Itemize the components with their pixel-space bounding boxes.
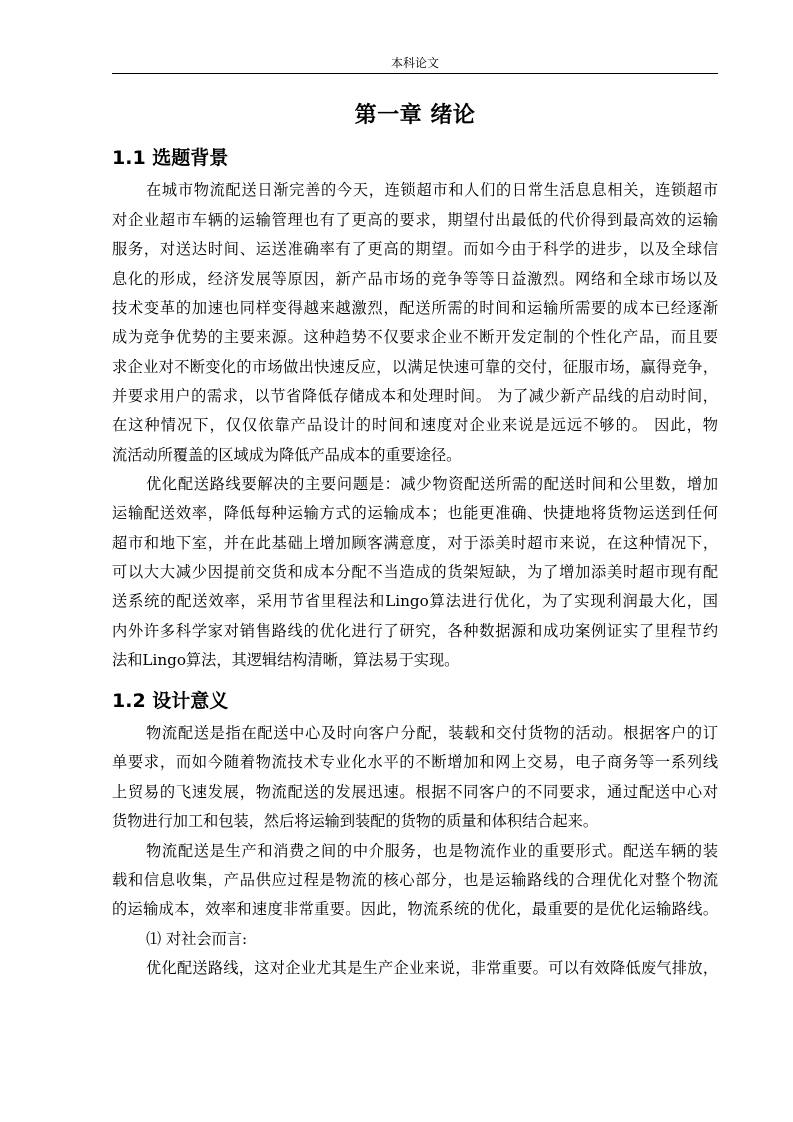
section-heading-1-1: 1.1 选题背景 — [112, 147, 229, 169]
list-item-label: ⑴ 对社会而言: — [146, 930, 248, 948]
paragraph-line: 流活动所覆盖的区域成为降低产品成本的重要途径。 — [112, 446, 462, 464]
paragraph-line: 在这种情况下，仅仅依靠产品设计的时间和速度对企业来说是远远不够的。 因此，物 — [112, 416, 718, 434]
paragraph-line: 上贸易的飞速发展，物流配送的发展迅速。根据不同客户的不同要求，通过配送中心对 — [112, 783, 718, 801]
header-rule — [112, 73, 718, 74]
paragraph-line: 货物进行加工和包装，然后将运输到装配的货物的质量和体积结合起来。 — [112, 812, 598, 830]
paragraph-line: 求企业对不断变化的市场做出快速反应，以满足快速可靠的交付，征服市场，赢得竞争， — [112, 358, 718, 376]
paragraph-line: 法和Lingo算法，其逻辑结构清晰，算法易于实现。 — [112, 651, 460, 669]
paragraph-line: 对企业超市车辆的运输管理也有了更高的要求，期望付出最低的代价得到最高效的运输 — [112, 211, 718, 229]
chapter-title: 第一章 绪论 — [354, 103, 476, 128]
paragraph-line: 单要求，而如今随着物流技术专业化水平的不断增加和网上交易，电子商务等一系列线 — [112, 753, 718, 771]
paragraph-line: 物流配送是指在配送中心及时向客户分配，装载和交付货物的活动。根据客户的订 — [146, 724, 718, 742]
paragraph-line: 内外许多科学家对销售路线的优化进行了研究，各种数据源和成功案例证实了里程节约 — [112, 622, 718, 640]
paragraph-line: 可以大大减少因提前交货和成本分配不当造成的货架短缺，为了增加添美时超市现有配 — [112, 563, 718, 581]
paragraph-line: 优化配送路线要解决的主要问题是：减少物资配送所需的配送时间和公里数，增加 — [146, 475, 718, 493]
paragraph-line: 在城市物流配送日渐完善的今天，连锁超市和人们的日常生活息息相关，连锁超市 — [146, 181, 718, 199]
paragraph-line: 载和信息收集，产品供应过程是物流的核心部分，也是运输路线的合理优化对整个物流 — [112, 871, 718, 889]
section-heading-1-2: 1.2 设计意义 — [112, 690, 229, 712]
paragraph-line: 超市和地下室，并在此基础上增加顾客满意度，对于添美时超市来说，在这种情况下， — [112, 534, 718, 552]
paragraph-line: 送系统的配送效率，采用节省里程法和Lingo算法进行优化，为了实现利润最大化，国 — [112, 592, 718, 610]
paragraph-line: 物流配送是生产和消费之间的中介服务，也是物流作业的重要形式。配送车辆的装 — [146, 842, 718, 860]
paragraph-line: 服务，对送达时间、运送准确率有了更高的期望。而如今由于科学的进步，以及全球信 — [112, 240, 718, 258]
paragraph-line: 运输配送效率，降低每种运输方式的运输成本；也能更准确、快捷地将货物运送到任何 — [112, 504, 718, 522]
paragraph-line: 技术变革的加速也同样变得越来越激烈，配送所需的时间和运输所需要的成本已经逐渐 — [112, 299, 718, 317]
paragraph-line: 的运输成本，效率和速度非常重要。因此，物流系统的优化，最重要的是优化运输路线。 — [112, 900, 718, 918]
paragraph-line: 成为竞争优势的主要来源。这种趋势不仅要求企业不断开发定制的个性化产品，而且要 — [112, 328, 718, 346]
paragraph-line: 息化的形成，经济发展等原因，新产品市场的竞争等等日益激烈。网络和全球市场以及 — [112, 270, 718, 288]
paragraph-line: 优化配送路线，这对企业尤其是生产企业来说，非常重要。可以有效降低废气排放， — [146, 959, 718, 977]
paragraph-line: 并要求用户的需求，以节省降低存储成本和处理时间。 为了减少新产品线的启动时间， — [112, 387, 718, 405]
page-header: 本科论文 — [390, 56, 439, 70]
